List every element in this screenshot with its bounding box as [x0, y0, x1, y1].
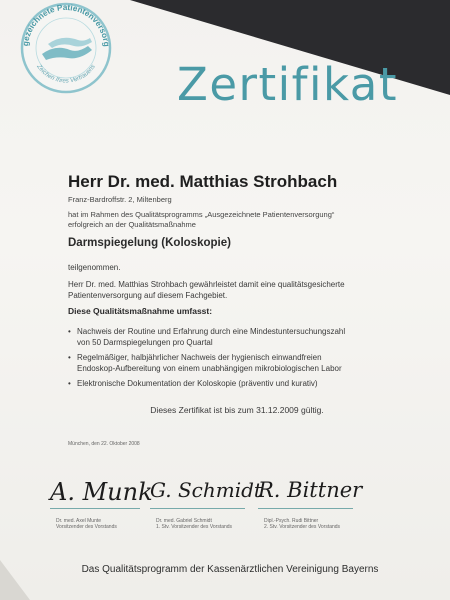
criteria-item: [68, 352, 387, 374]
criteria-item-line-1: Elektronische Dokumentation der Koloskopie (präventiv und kurativ): [77, 379, 318, 388]
bullet-icon: •: [68, 353, 71, 362]
signatory-name: Dr. med. Axel Munte: [56, 518, 102, 524]
bullet-icon: •: [68, 327, 71, 336]
seal-top-text: gezeichnete Patientenversorg: [20, 2, 112, 48]
signature-line: [150, 508, 245, 509]
criteria-item: [68, 378, 387, 389]
signature-block: [150, 478, 262, 530]
guarantee-line-2: Patientenversorgung auf diesem Fachgebiet.: [68, 291, 228, 300]
signatory-role: 1. Stv. Vorsitzender des Vorstands: [156, 524, 233, 530]
handwritten-signature: A. Munk: [50, 478, 153, 506]
intro-line-1: hat im Rahmen des Qualitätsprogramms „Ausgezeichnete Patientenversorgung“: [68, 210, 335, 219]
signature-block: [50, 478, 153, 530]
signatory-role: Vorsitzender des Vorstands: [56, 524, 117, 530]
criteria-item-line-2: Endoskop-Aufbereitung von einem unabhängigen mikrobiologischen Labor: [77, 364, 342, 373]
recipient-name: Herr Dr. med. Matthias Strohbach: [68, 172, 338, 191]
signatory-name: Dipl.-Psych. Rudi Bittner: [264, 518, 319, 524]
participated-text: teilgenommen.: [68, 263, 121, 272]
criteria-item-line-2: von 50 Darmspiegelungen pro Quartal: [77, 338, 213, 347]
handwritten-signature: R. Bittner: [258, 478, 363, 502]
criteria-heading: Diese Qualitätsmaßnahme umfasst:: [68, 306, 213, 316]
signatory-role: 2. Stv. Vorsitzender des Vorstands: [264, 524, 341, 530]
signature-line: [50, 508, 140, 509]
criteria-item-line-1: Nachweis der Routine und Erfahrung durch eine Mindestuntersuchungszahl: [77, 327, 346, 336]
criteria-item-line-1: Regelmäßiger, halbjährlicher Nachweis der hygienisch einwandfreien: [77, 353, 322, 362]
quality-seal-logo: [12, 0, 120, 94]
place-and-date: München, den 22. Oktober 2008: [68, 441, 140, 447]
handwritten-signature: G. Schmidt: [150, 478, 262, 502]
signatory-name: Dr. med. Gabriel Schmidt: [156, 518, 212, 524]
program-footer: Das Qualitätsprogramm der Kassenärztlichen Vereinigung Bayerns: [81, 564, 379, 575]
recipient-address: Franz-Bardroffstr. 2, Miltenberg: [68, 195, 172, 204]
seal-bottom-text: Zeichen Ihres Vertrauens: [35, 63, 97, 85]
signature-line: [258, 508, 353, 509]
certificate-title: Zertifikat: [177, 58, 398, 111]
measure-subject: Darmspiegelung (Koloskopie): [68, 237, 231, 249]
intro-line-2: erfolgreich an der Qualitätsmaßnahme: [68, 220, 196, 229]
signature-block: [258, 478, 363, 530]
criteria-item: [68, 326, 387, 348]
guarantee-line-1: Herr Dr. med. Matthias Strohbach gewährleistet damit eine qualitätsgesicherte: [68, 280, 345, 289]
bullet-icon: •: [68, 379, 71, 388]
validity-statement: Dieses Zertifikat ist bis zum 31.12.2009 gültig.: [150, 405, 324, 415]
